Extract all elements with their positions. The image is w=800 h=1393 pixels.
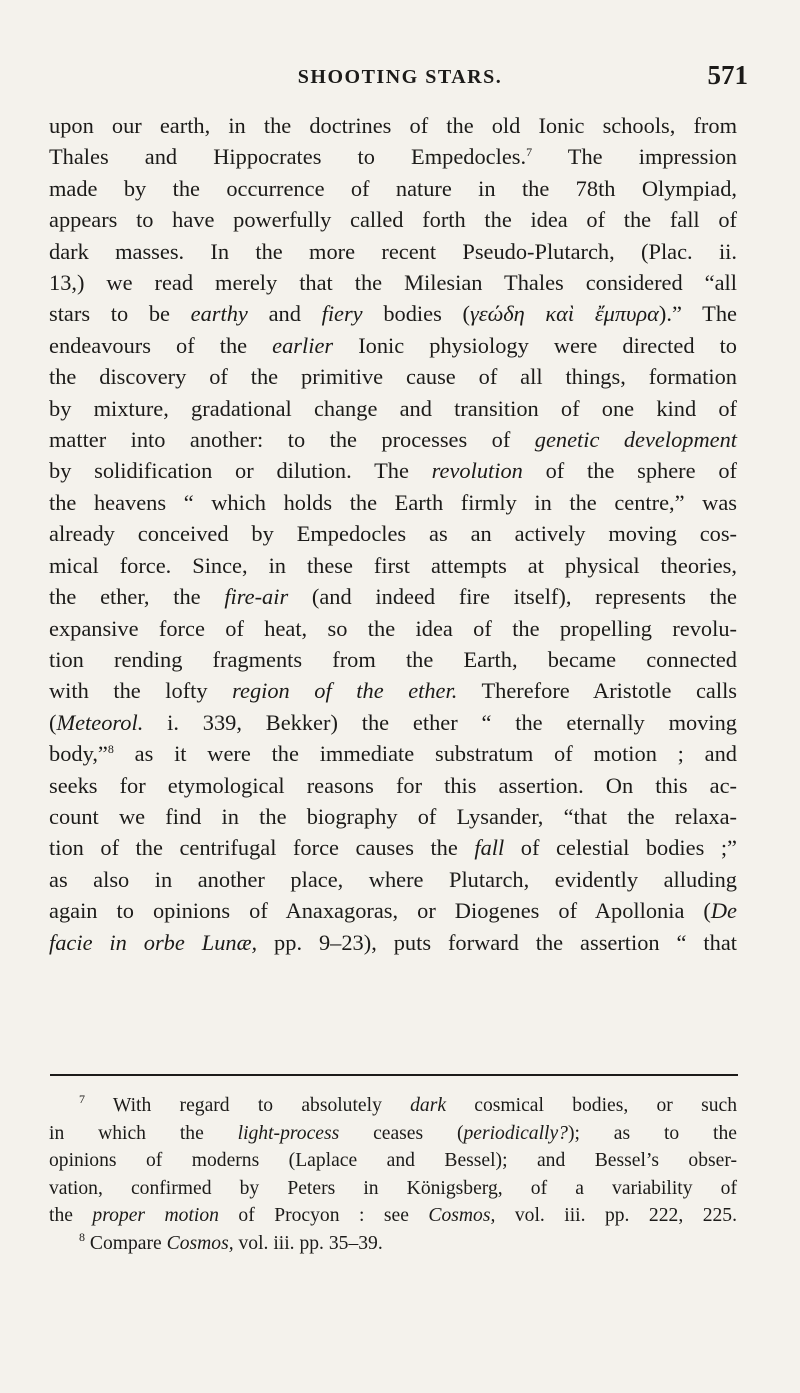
text-line: stars to be earthy and fiery bodies (γεώδη καὶ ἔμπυρα).” The: [49, 301, 737, 327]
footnote-divider: [50, 1074, 738, 1076]
footnote-ref: 8: [107, 742, 114, 757]
text-line: (Meteorol. i. 339, Bekker) the ether “ the eternally moving: [49, 709, 737, 735]
body-text: [49, 110, 737, 958]
text-line: tion of the centrifugal force causes the fall of celestial bodies ;”: [49, 835, 737, 861]
text-line: tion rending fragments from the Earth, became connected: [49, 646, 737, 672]
text-line: made by the occurrence of nature in the 78th Olympiad,: [49, 175, 737, 201]
text-line: again to opinions of Anaxagoras, or Diogenes of Apollonia (De: [49, 898, 737, 924]
footnote-ref: 7: [526, 145, 533, 160]
text-line: endeavours of the earlier Ionic physiology were directed to: [49, 332, 737, 358]
text-line: the discovery of the primitive cause of all things, formation: [49, 364, 737, 390]
text-line: upon our earth, in the doctrines of the old Ionic schools, from: [49, 113, 737, 138]
text-line: count we find in the biography of Lysander, “that the relaxa-: [49, 803, 737, 829]
running-title: SHOOTING STARS.: [297, 66, 503, 88]
text-line: Thales and Hippocrates to Empedocles.$^7$ The impression: [49, 144, 737, 170]
footnote-line: the proper motion of Procyon : see Cosmos, vol. iii. pp. 222, 225.: [49, 1205, 737, 1227]
footnote-line: opinions of moderns (Laplace and Bessel); and Bessel’s obser-: [49, 1150, 737, 1172]
footnote-line: in which the light-process ceases (periodically?); as to the: [49, 1122, 737, 1144]
text-line: the heavens “ which holds the Earth firmly in the centre,” was: [49, 489, 737, 515]
text-line: the ether, the fire-air (and indeed fire itself), represents the: [49, 584, 737, 610]
text-line: facie in orbe Lunæ, pp. 9–23), puts forward the assertion “ that: [49, 929, 737, 955]
text-line: by solidification or dilution. The revolution of the sphere of: [49, 458, 737, 484]
text-line: mical force. Since, in these first attempts at physical theories,: [49, 552, 737, 578]
text-line: 13,) we read merely that the Milesian Thales considered “all: [49, 270, 737, 296]
greek-text: γεώδη καὶ ἔμπυρα: [469, 301, 659, 327]
footnote-line: $^8$ Compare Cosmos, vol. iii. pp. 35–39.: [79, 1229, 383, 1254]
page-number: 571: [707, 60, 748, 90]
text-line: matter into another: to the processes of genetic development: [49, 427, 738, 453]
text-line: by mixture, gradational change and transition of one kind of: [49, 395, 737, 421]
footnote-line: $^7$ With regard to absolutely dark cosmical bodies, or such: [79, 1092, 737, 1116]
text-line: as also in another place, where Plutarch, evidently alluding: [49, 866, 737, 892]
footnote-marker: 8: [79, 1229, 85, 1244]
text-line: already conceived by Empedocles as an actively moving cos-: [49, 521, 737, 547]
footnote-line: vation, confirmed by Peters in Königsberg, of a variability of: [49, 1177, 737, 1199]
footnotes: [49, 1092, 737, 1258]
text-line: seeks for etymological reasons for this assertion. On this ac-: [49, 772, 737, 798]
text-line: appears to have powerfully called forth the idea of the fall of: [49, 207, 737, 233]
running-head: [50, 60, 750, 100]
text-line: body,”$^8$ as it were the immediate substratum of motion ; and: [49, 741, 737, 767]
text-line: expansive force of heat, so the idea of the propelling revolu-: [49, 615, 737, 641]
text-line: with the lofty region of the ether. Therefore Aristotle calls: [49, 678, 737, 704]
footnote-marker: 7: [79, 1092, 85, 1106]
text-line: dark masses. In the more recent Pseudo-Plutarch, (Plac. ii.: [49, 238, 737, 264]
